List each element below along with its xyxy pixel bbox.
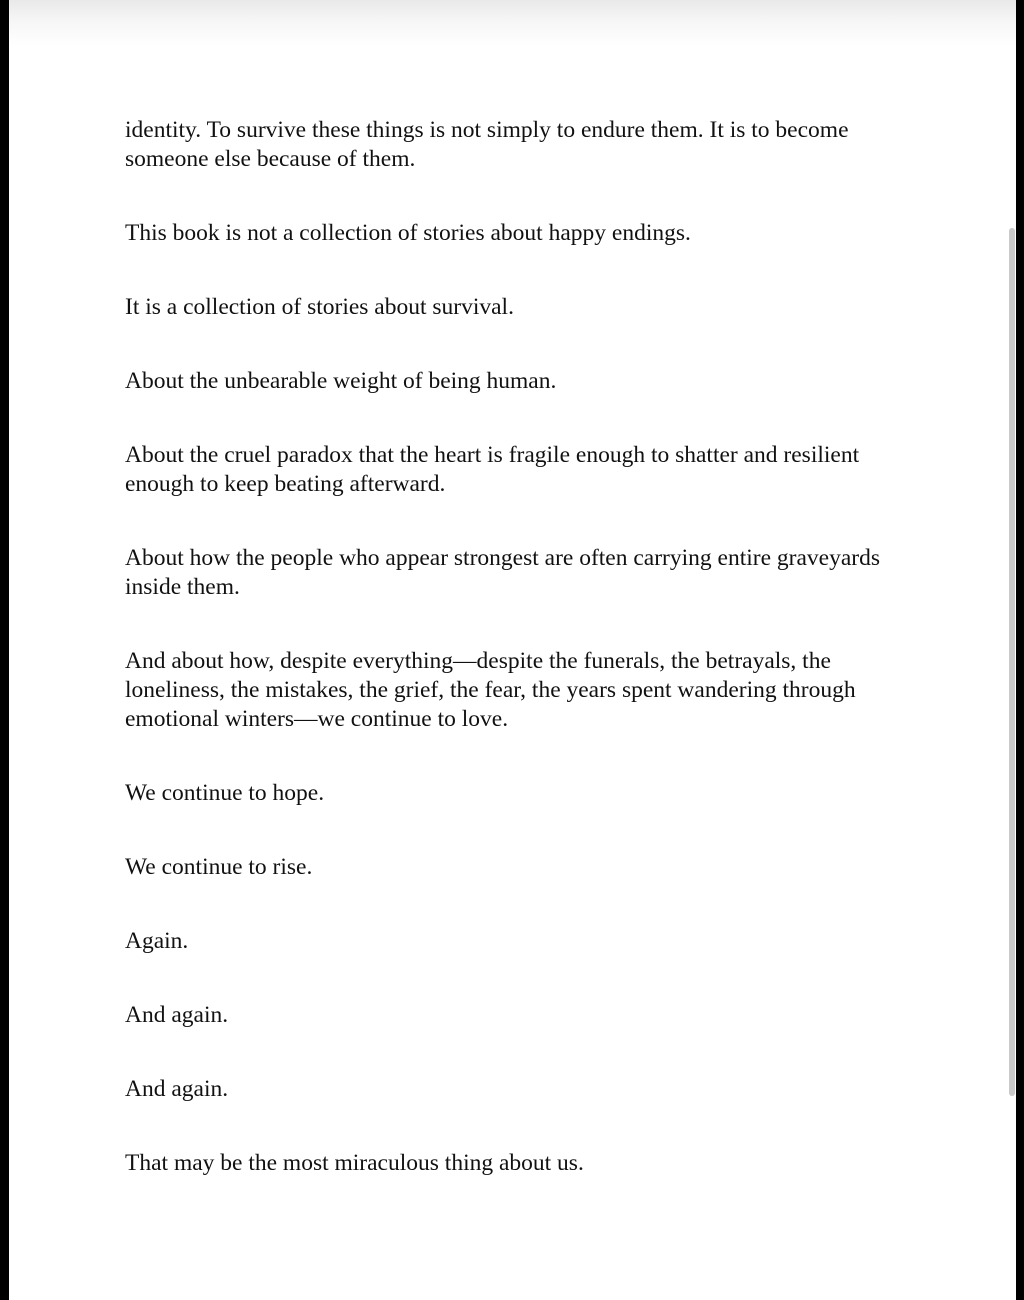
paragraph-9: We continue to rise. [125,854,313,880]
paragraph-8: We continue to hope. [125,780,325,806]
paragraph-6: About how the people who appear strongest are often carrying entire graveyards inside them. [125,545,880,600]
page-content [125,116,915,1223]
paragraph-1: identity. To survive these things is not simply to endure them. It is to become someone else because of them. [125,117,849,172]
paragraph-4: About the unbearable weight of being human. [125,368,557,394]
paragraph-11: And again. [125,1002,229,1028]
paragraph-7: And about how, despite everything—despite the funerals, the betrayals, the loneliness, the mistakes, the grief, the fear, the years spent wandering through emotional winters—we continue to love. [125,648,856,732]
paragraph-10: Again. [125,928,189,954]
vertical-scrollbar[interactable] [1009,228,1015,1096]
top-toolbar-shadow [9,0,1016,46]
paragraph-5: About the cruel paradox that the heart is fragile enough to shatter and resilient enough to keep beating afterward. [125,442,860,497]
paragraph-3: It is a collection of stories about survival. [125,294,514,320]
paragraph-2: This book is not a collection of stories about happy endings. [125,220,691,246]
paragraph-12: And again. [125,1076,229,1102]
document-viewer [9,0,1016,1300]
paragraph-13: That may be the most miraculous thing about us. [125,1150,584,1176]
